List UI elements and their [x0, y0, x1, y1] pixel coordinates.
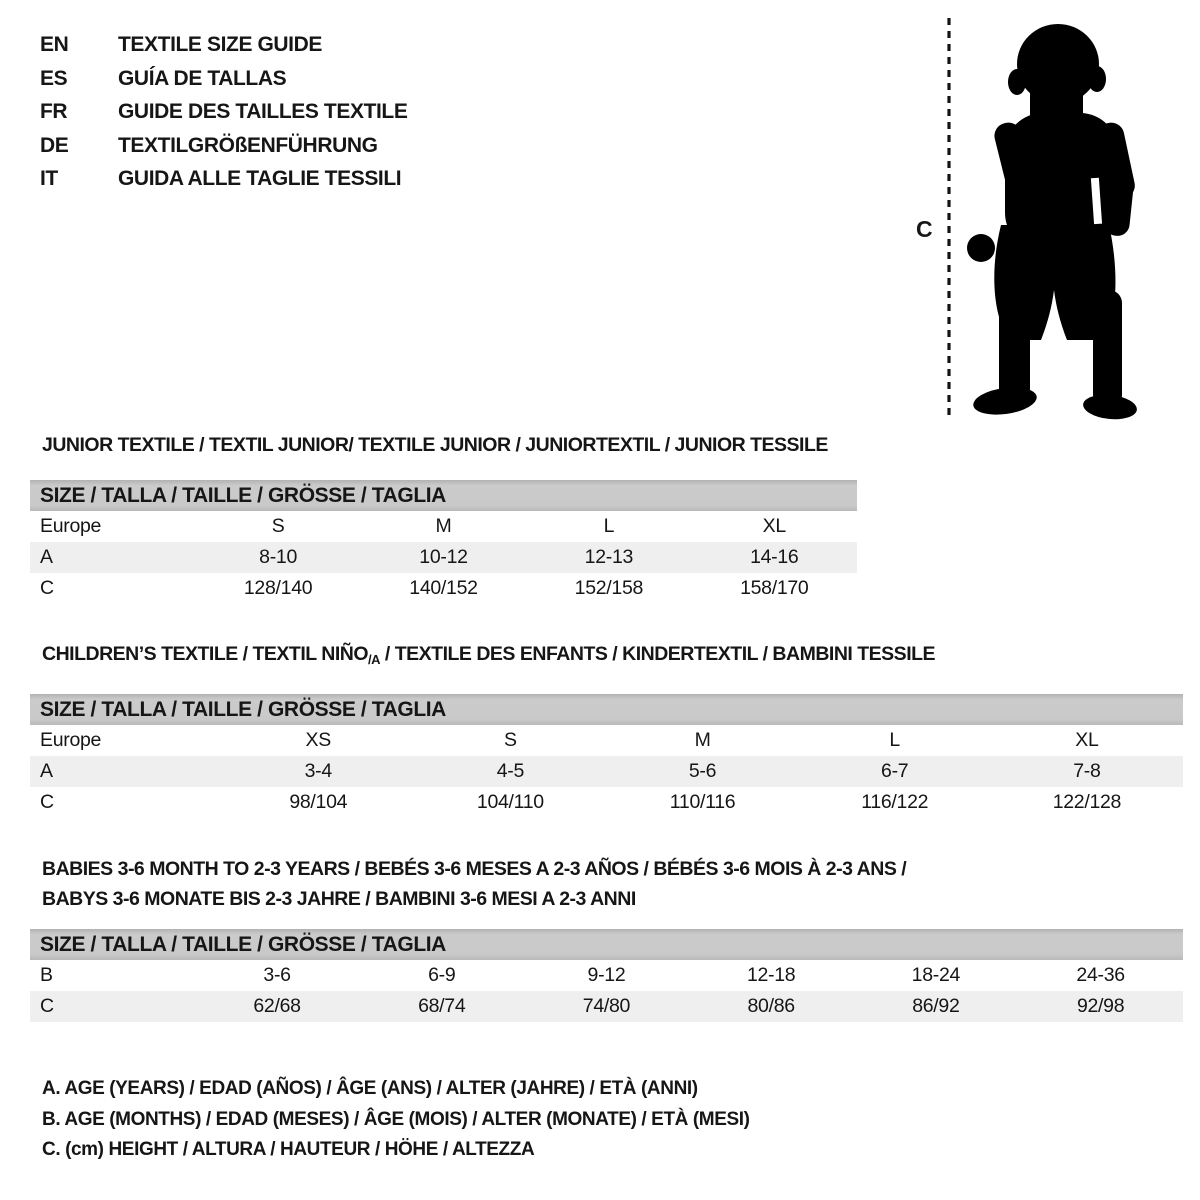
size-table-header: SIZE / TALLA / TAILLE / GRÖSSE / TAGLIA: [30, 929, 1183, 960]
language-row: [40, 28, 407, 62]
table-cell: 116/122: [861, 791, 929, 813]
table-cell: 122/128: [1052, 791, 1122, 813]
language-code: IT: [40, 167, 58, 190]
language-row: [40, 95, 407, 129]
row-label: B: [40, 964, 53, 986]
table-cell: 92/98: [1018, 991, 1183, 1022]
table-cell: 140/152: [409, 577, 478, 599]
babies-heading-line2: BABYS 3-6 MONATE BIS 2-3 JAHRE / BAMBINI 3-6 MESI A 2-3 ANNI: [42, 888, 636, 910]
language-code: FR: [40, 100, 68, 123]
table-cell: 110/116: [669, 791, 736, 813]
junior-size-table: [30, 480, 857, 604]
table-row: [30, 511, 857, 542]
table-cell: 12-13: [526, 542, 691, 573]
table-cell: 62/68: [195, 991, 360, 1022]
row-label: A: [30, 756, 222, 787]
table-row: [30, 756, 1183, 787]
table-row: [30, 787, 1183, 818]
language-code: EN: [40, 33, 69, 56]
table-row: [30, 542, 857, 573]
table-cell: 86/92: [854, 991, 1019, 1022]
size-table-header: SIZE / TALLA / TAILLE / GRÖSSE / TAGLIA: [30, 480, 857, 511]
table-cell: M: [694, 729, 711, 751]
table-cell: M: [435, 515, 452, 537]
table-row: [30, 960, 1183, 991]
language-row: [40, 62, 407, 96]
row-label: C: [40, 577, 54, 599]
legend-line-c: C. (cm) HEIGHT / ALTURA / HAUTEUR / HÖHE / ALTEZZA: [42, 1139, 535, 1160]
table-cell: 74/80: [524, 991, 689, 1022]
row-label: C: [30, 991, 195, 1022]
table-cell: L: [889, 729, 900, 751]
table-cell: 12-18: [746, 964, 796, 986]
table-cell: 9-12: [587, 964, 626, 986]
table-cell: 158/170: [740, 577, 809, 599]
table-cell: S: [504, 729, 517, 751]
table-cell: 8-10: [195, 542, 360, 573]
table-cell: XS: [305, 729, 331, 751]
table-cell: 128/140: [243, 577, 313, 599]
junior-heading: JUNIOR TEXTILE / TEXTIL JUNIOR/ TEXTILE JUNIOR / JUNIORTEXTIL / JUNIOR TESSILE: [42, 434, 828, 456]
table-cell: 80/86: [689, 991, 854, 1022]
table-cell: 18-24: [911, 964, 961, 986]
language-title: GUÍA DE TALLAS: [118, 66, 287, 90]
children-size-table: [30, 694, 1183, 818]
table-row: [30, 991, 1183, 1022]
table-row: [30, 725, 1183, 756]
babies-size-table: [30, 929, 1183, 1022]
language-guide-list: [40, 28, 407, 196]
row-label: A: [30, 542, 195, 573]
table-cell: 5-6: [606, 756, 798, 787]
table-cell: 98/104: [289, 791, 348, 813]
table-cell: XL: [1075, 729, 1099, 751]
language-title: TEXTILGRÖßENFÜHRUNG: [118, 133, 378, 157]
babies-heading-line1: BABIES 3-6 MONTH TO 2-3 YEARS / BEBÉS 3-6 MESES A 2-3 AÑOS / BÉBÉS 3-6 MOIS À 2-3 ANS /: [42, 858, 907, 880]
table-cell: 6-9: [428, 964, 456, 986]
language-code: ES: [40, 66, 68, 90]
children-heading: CHILDREN’S TEXTILE / TEXTIL $NIÑO_{/A}$ / TEXTILE DES ENFANTS / KINDERTEXTIL / BAMBINI TESSILE: [42, 643, 936, 667]
size-table-header: SIZE / TALLA / TAILLE / GRÖSSE / TAGLIA: [30, 694, 1183, 725]
row-label: Europe: [40, 515, 102, 537]
row-label: C: [40, 791, 54, 813]
heading-subscript: /A: [368, 652, 380, 667]
table-cell: L: [603, 515, 615, 537]
legend-line-a: A. AGE (YEARS) / EDAD (AÑOS) / ÂGE (ANS) / ALTER (JAHRE) / ETÀ (ANNI): [42, 1078, 698, 1099]
children-section: [30, 642, 1200, 818]
table-cell: XL: [762, 515, 786, 537]
table-cell: 68/74: [359, 991, 524, 1022]
table-cell: 24-36: [1076, 964, 1125, 986]
table-cell: 3-4: [222, 756, 414, 787]
babies-heading: [42, 854, 1200, 914]
height-measure-label: C: [916, 216, 933, 242]
table-cell: 6-7: [799, 756, 991, 787]
language-title: GUIDA ALLE TAGLIE TESSILI: [118, 167, 402, 190]
measurement-legend: [42, 1074, 1200, 1166]
table-row: [30, 573, 857, 604]
row-label: Europe: [40, 729, 102, 751]
language-row: [40, 162, 407, 196]
language-row: [40, 129, 407, 163]
language-code: DE: [40, 133, 69, 157]
table-cell: 14-16: [692, 542, 857, 573]
language-title: TEXTILE SIZE GUIDE: [118, 33, 322, 56]
height-measure-line: [946, 18, 952, 418]
table-cell: 104/110: [476, 791, 544, 813]
table-cell: 3-6: [263, 964, 291, 986]
height-measure-figure: [900, 14, 1156, 422]
table-cell: S: [271, 515, 285, 537]
toddler-silhouette-icon: [963, 20, 1138, 420]
table-cell: 10-12: [361, 542, 526, 573]
table-cell: 7-8: [991, 756, 1183, 787]
language-title: GUIDE DES TAILLES TEXTILE: [118, 100, 408, 123]
table-cell: 4-5: [414, 756, 606, 787]
babies-section: [30, 854, 1200, 1022]
table-cell: 152/158: [574, 577, 644, 599]
legend-line-b: B. AGE (MONTHS) / EDAD (MESES) / ÂGE (MOIS) / ALTER (MONATE) / ETÀ (MESI): [42, 1108, 750, 1130]
